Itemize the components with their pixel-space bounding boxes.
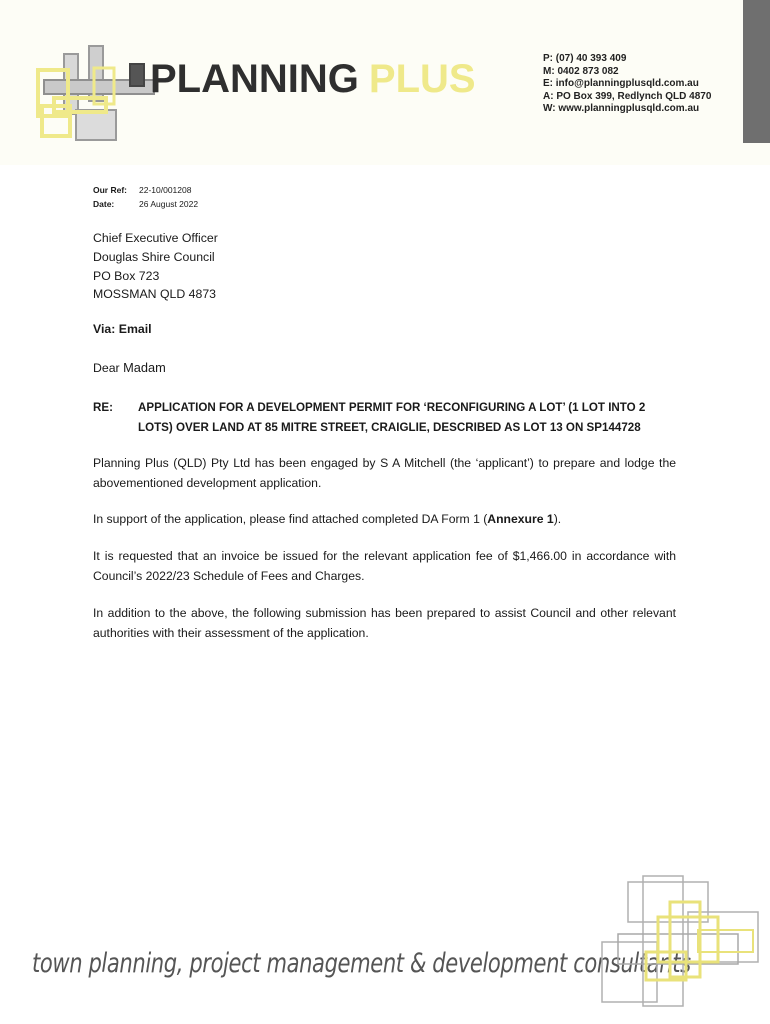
brand-word-planning: PLANNING (150, 57, 359, 101)
ref-value: 22-10/001208 (139, 185, 192, 195)
recipient-line: Douglas Shire Council (93, 249, 215, 264)
recipient-line: PO Box 723 (93, 268, 160, 283)
ref-label: Our Ref: (93, 185, 127, 195)
reference-block (93, 183, 198, 211)
p2-text-after: ). (553, 512, 562, 526)
footer-tagline: town planning, project management & development consultants (32, 948, 691, 979)
salutation (93, 360, 166, 375)
brand-word-plus: PLUS (368, 57, 476, 101)
body-paragraph-1: Planning Plus (QLD) Pty Ltd has been engaged by S A Mitchell (the ‘applicant’) to prepare and lodge the abovementioned development application. (93, 456, 676, 490)
recipient-address (93, 229, 218, 304)
salutation-dear: Dear (93, 361, 120, 375)
contact-email: E: info@planningplusqld.com.au (543, 78, 699, 90)
p2-text-before: In support of the application, please find attached completed DA Form 1 ( (93, 512, 488, 526)
contact-phone: P: (07) 40 393 409 (543, 53, 627, 64)
recipient-line: Chief Executive Officer (93, 231, 218, 245)
subject-label: RE: (93, 401, 113, 414)
footer-cube-icon (598, 872, 763, 1017)
contact-address: A: PO Box 399, Redlynch QLD 4870 (543, 90, 712, 102)
contact-website: W: www.planningplusqld.com.au (543, 103, 700, 115)
logo-cube-icon (34, 40, 164, 150)
subject-line (93, 398, 683, 437)
salutation-name: Madam (123, 360, 166, 375)
side-tab (743, 0, 770, 143)
contact-block (543, 53, 711, 116)
body-paragraph-4: In addition to the above, the following submission has been prepared to assist Council and other relevant authorities with their assessment of the application. (93, 606, 676, 640)
body-paragraph-2 (93, 510, 676, 530)
date-label: Date: (93, 199, 115, 209)
annexure-reference: Annexure 1 (487, 512, 554, 526)
subject-text: APPLICATION FOR A DEVELOPMENT PERMIT FOR ‘RECONFIGURING A LOT’ (1 LOT INTO 2 LOTS) OVER LAND AT 85 MITRE STREET, CRAIGLIE, DESCRIBED AS LOT 13 ON SP144728 (138, 401, 646, 434)
body-paragraph-3: It is requested that an invoice be issued for the relevant application fee of $1,466.00 in accordance with Council’s 2022/23 Schedule of Fees and Charges. (93, 549, 676, 583)
brand-wordmark (150, 56, 476, 102)
contact-mobile: M: 0402 873 082 (543, 65, 619, 77)
recipient-line: MOSSMAN QLD 4873 (93, 287, 217, 302)
delivery-method: Via: Email (93, 322, 152, 336)
date-value: 26 August 2022 (139, 199, 199, 209)
